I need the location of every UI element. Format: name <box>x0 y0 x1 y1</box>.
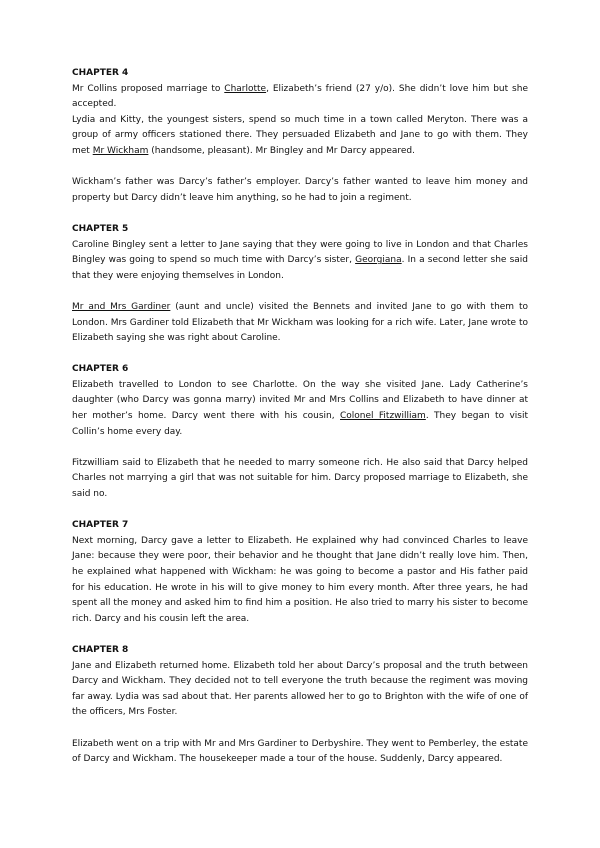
paragraph <box>72 659 528 721</box>
paragraph <box>72 534 528 628</box>
underlined-name: Mr and Mrs Gardiner <box>72 301 171 312</box>
text-run: , Elizabeth’s friend (27 y/o). She didn’t love him but she accepted. <box>72 83 528 110</box>
underlined-name: Mr Wickham <box>92 145 149 156</box>
chapter-heading: CHAPTER 4 <box>72 68 129 78</box>
text-run: Caroline Bingley sent a letter to Jane saying that they were going to live in London and that Charles Bingley was going to spend so much time with Darcy’s sister, <box>72 239 528 266</box>
text-run: Wickham’s father was Darcy’s father’s employer. Darcy’s father wanted to leave him money and property but Darcy didn’t leave him anything, so he had to join a regiment. <box>72 177 528 203</box>
paragraph <box>72 378 528 440</box>
underlined-name: Charlotte <box>224 83 267 94</box>
text-run: Mr Collins proposed marriage to <box>72 83 225 94</box>
text-run: Jane and Elizabeth returned home. Elizabeth told her about Darcy’s proposal and the truth between Darcy and Wickham. They decided not to tell everyone the truth because the regiment was moving far away. Lydia was sad about that. Her parents allowed her to go to Brighton with the wife of one of the officers, Mrs Foster. <box>72 660 528 718</box>
paragraph <box>72 82 528 113</box>
paragraph <box>72 300 528 347</box>
paragraph <box>72 238 528 285</box>
chapter-heading: CHAPTER 8 <box>72 644 129 655</box>
text-run: Lydia and Kitty, the youngest sisters, spend so much time in a town called Meryton. There was a group of army officers stationed there. They persuaded Elizabeth and Jane to go with them. They met <box>72 114 528 156</box>
chapter-section <box>72 66 528 206</box>
chapter-section <box>72 222 528 347</box>
text-run: (aunt and uncle) visited the Bennets and invited Jane to go with them to London. Mrs Gardiner told Elizabeth that Mr Wickham was looking for a rich wife. Later, Jane wrote to Elizabeth saying she was right about Caroline. <box>72 301 528 344</box>
text-run: Elizabeth went on a trip with Mr and Mrs Gardiner to Derbyshire. They went to Pemberley, the estate of Darcy and Wickham. The housekeeper made a tour of the house. Suddenly, Darcy appeared. <box>72 738 528 765</box>
chapter-section <box>72 362 528 502</box>
text-run: . They began to visit Collin’s home every day. <box>72 411 528 437</box>
text-run: . In a second letter she said that they were enjoying themselves in London. <box>72 255 528 281</box>
text-run: Elizabeth travelled to London to see Charlotte. On the way she visited Jane. Lady Catherine’s daughter (who Darcy was gonna marry) invited Mr and Mrs Collins and Elizabeth to have dinner at her mother’s home. Darcy went there with his cousin, <box>72 379 528 422</box>
chapter-section <box>72 518 528 627</box>
paragraph <box>72 175 528 206</box>
chapter-heading: CHAPTER 5 <box>72 223 129 234</box>
chapter-heading: CHAPTER 6 <box>72 364 129 375</box>
text-run: Next morning, Darcy gave a letter to Elizabeth. He explained why had convinced Charles to leave Jane: because they were poor, their behavior and he thought that Jane didn’t really love him. Then, he explained what happened with Wickham: he was going to become a pastor and His father paid for his education. He wrote in his will to give money to him every month. After three years, he had spent all the money and asked him to find him a position. He also tried to marry his sister to become rich. Darcy and his cousin left the area. <box>72 535 528 624</box>
underlined-name: Georgiana <box>355 255 402 266</box>
paragraph <box>72 113 528 160</box>
paragraph <box>72 456 528 503</box>
text-run: Fitzwilliam said to Elizabeth that he needed to marry someone rich. He also said that Darcy helped Charles not marrying a girl that was not suitable for him. Darcy proposed marriage to Elizabeth, she said no. <box>72 457 528 500</box>
chapter-section <box>72 643 528 768</box>
chapter-heading: CHAPTER 7 <box>72 520 129 531</box>
underlined-name: Colonel Fitzwilliam <box>340 411 426 422</box>
text-run: (handsome, pleasant). Mr Bingley and Mr Darcy appeared. <box>148 145 416 156</box>
document-page <box>72 66 528 768</box>
paragraph <box>72 737 528 768</box>
